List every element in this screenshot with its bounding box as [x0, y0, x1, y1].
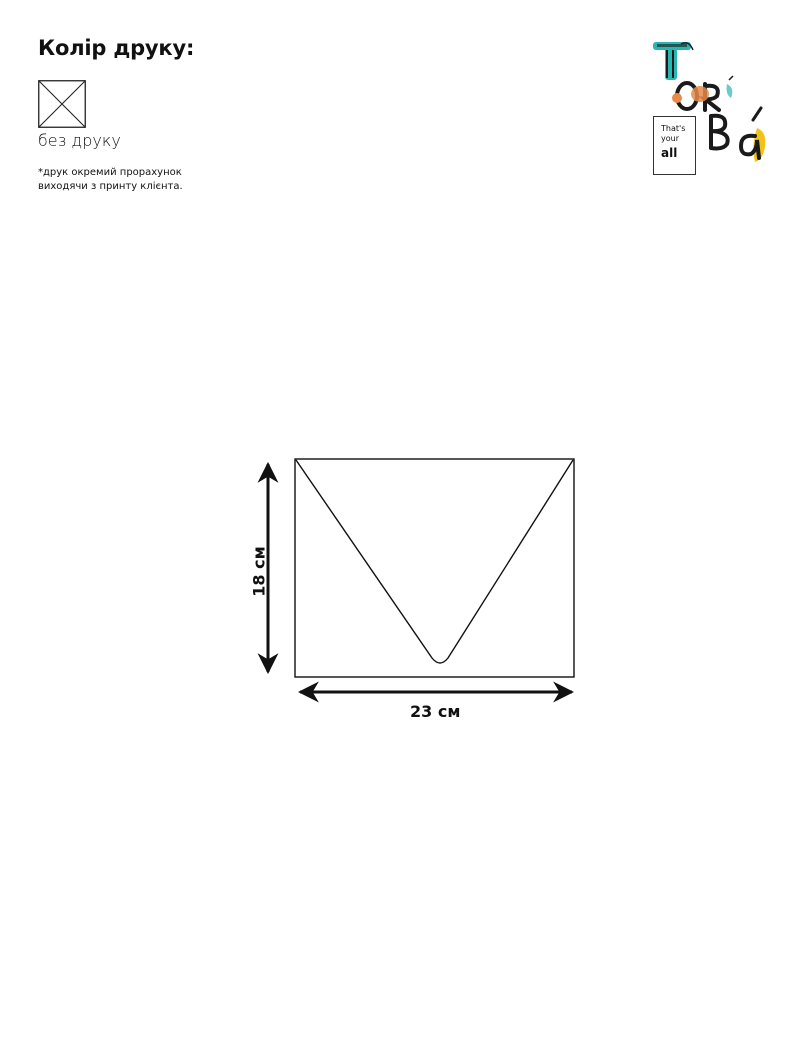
envelope-flap — [296, 460, 573, 663]
height-label: 18 см — [249, 546, 269, 597]
no-print-swatch-icon — [38, 80, 86, 128]
page-title: Колір друку: — [38, 36, 195, 60]
width-label: 23 см — [410, 702, 461, 721]
logo-tagline-card — [653, 116, 696, 175]
swatch-label: без друку — [38, 131, 121, 150]
tagline-line-3: all — [661, 146, 678, 160]
note-line-2: виходячи з принту клієнта. — [38, 181, 183, 192]
note-line-1: *друк окремий прорахунок — [38, 167, 182, 178]
envelope-diagram — [230, 440, 610, 740]
print-note — [38, 166, 258, 194]
tagline-line-1: That's — [661, 124, 686, 133]
tagline-line-2: your — [661, 134, 679, 143]
envelope-outline — [295, 459, 574, 677]
